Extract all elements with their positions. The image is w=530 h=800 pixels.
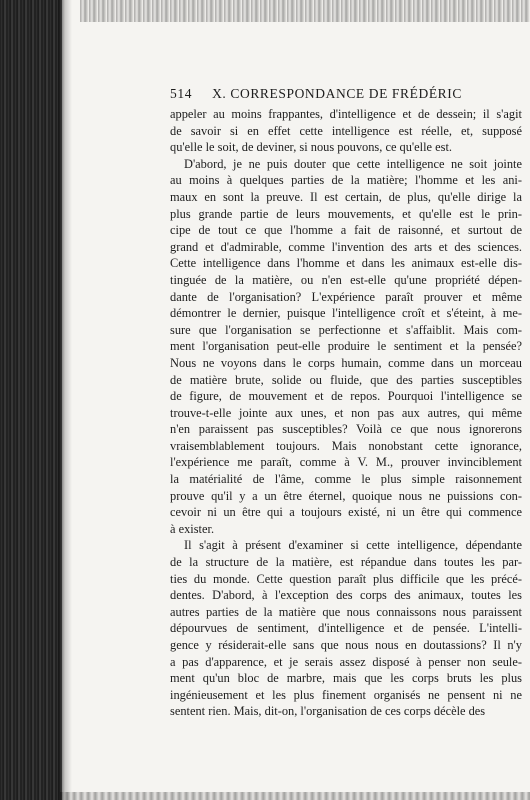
text-line: autres parties de la matière que nous connaissons nous paraissent [170, 604, 522, 619]
text-line: Cette intelligence dans l'homme et dans les animaux est-elle dis- [170, 256, 522, 271]
paragraph [170, 156, 522, 538]
page-number: 514 [170, 86, 193, 101]
text-line: Nous ne voyons dans le corps humain, comme dans un morceau [170, 355, 522, 370]
text-line: à exister. [170, 521, 215, 536]
text-line: de savoir si en effet cette intelligence est réelle, et, supposé [170, 123, 522, 138]
text-line: l'expérience me paraît, comme à V. M., prouver invinciblement [170, 455, 522, 470]
text-line: trouve-t-elle jointe aux unes, et non pas aux autres, qui même [170, 405, 522, 420]
text-line: sentent rien. Mais, dit-on, l'organisation de ces corps décèle des [170, 704, 486, 719]
text-line: de matière brute, solide ou fluide, que des parties susceptibles [170, 372, 522, 387]
paragraph [170, 537, 522, 720]
text-line: prouve qu'il y a un être éternel, quoique nous ne puissions con- [170, 488, 522, 503]
text-line: Il s'agit à présent d'examiner si cette intelligence, dépendante [184, 538, 522, 553]
text-line: dante de l'organisation? L'expérience paraît prouver et même [170, 289, 522, 304]
text-line: qu'elle le soit, de deviner, si nous pouvons, ce qu'elle est. [170, 140, 453, 155]
text-line: ties du monde. Cette question paraît plus difficile que les précé- [170, 571, 522, 586]
text-line: ingénieusement et les plus finement organisés ne pensent ni ne [170, 687, 522, 702]
body-text [170, 106, 522, 720]
page-header [170, 86, 522, 102]
paragraph [170, 106, 522, 156]
text-line: démontrer le dernier, puisque l'intelligence croît et s'éteint, à me- [170, 306, 522, 321]
text-line: maux en sont la preuve. Il est certain, de plus, qu'elle dirige la [170, 189, 522, 204]
text-line: plus grande partie de leurs mouvements, et qu'elle est le prin- [170, 206, 522, 221]
text-line: D'abord, je ne puis douter que cette intelligence ne soit jointe [184, 156, 522, 171]
text-line: vraisemblablement toujours. Mais nonobstant cette ignorance, [170, 438, 522, 453]
binding-shadow [0, 0, 62, 800]
running-head: X. CORRESPONDANCE DE FRÉDÉRIC [212, 86, 462, 101]
text-line: n'en paraissent pas susceptibles? Voilà ce que nous ignorerons [170, 422, 522, 437]
scan-noise-top [80, 0, 530, 22]
text-line: cevoir ni un être qui a toujours existé, ni un être qui commence [170, 505, 522, 520]
text-line: au moins à quelques parties de la matière; l'homme et les ani- [170, 173, 522, 188]
text-line: ment l'organisation peut-elle produire le sentiment et la pensée? [170, 339, 522, 354]
text-line: tinguée de la matière, ou n'en est-elle qu'une propriété dépen- [170, 272, 522, 287]
text-line: ment qu'un bloc de marbre, mais que les corps bruts les plus [170, 671, 522, 686]
text-line: de figure, de mouvement et de repos. Pourquoi l'intelligence se [170, 389, 522, 404]
text-line: cipe de tout ce que l'homme a fait de raisonné, et surtout de [170, 223, 522, 238]
text-line: sure que l'organisation se perfectionne et s'affaiblit. Mais com- [170, 322, 522, 337]
text-line: la matérialité de l'âme, comme le plus simple raisonnement [170, 472, 522, 487]
text-line: appeler au moins frappantes, d'intelligence et de dessein; il s'agit [170, 107, 522, 121]
binding-shadow-edge [58, 0, 72, 800]
text-line: gence y résiderait-elle sans que nous nous en doutassions? Il n'y [170, 638, 522, 652]
scan-noise-bottom [60, 792, 530, 800]
text-line: dentes. D'abord, à l'exception des corps des animaux, toutes les [170, 588, 522, 603]
text-line: dépourvues de sentiment, d'intelligence et de pensée. L'intelli- [170, 621, 522, 636]
text-page [170, 86, 522, 720]
text-line: a pas d'apparence, et je serais assez disposé à penser non seule- [170, 654, 522, 669]
text-line: de la structure de la matière, est répandue dans toutes les par- [170, 555, 522, 570]
text-line: grand et d'admirable, comme l'invention des arts et des sciences. [170, 239, 522, 254]
